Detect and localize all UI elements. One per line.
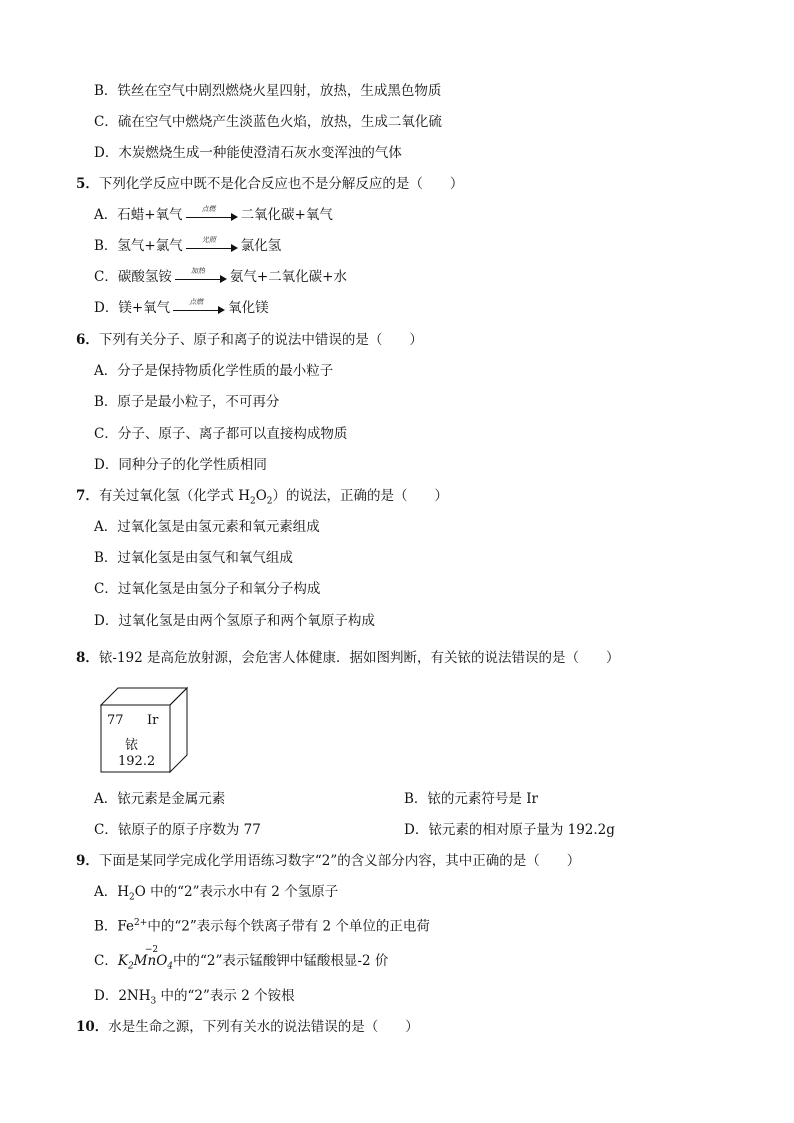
q8-option-b: B．铱的元素符号是 Ir [404,791,538,807]
q8-option-d: D．铱元素的相对原子量为 192.2g [404,822,615,838]
q9-option-b: B．$Fe^{2+}$中的“2”表示每个铁离子带有 2 个单位的正电荷 [94,918,430,935]
q7-option-d: D．过氧化氢是由两个氢原子和两个氧原子构成 [94,613,375,629]
q6-option-a: A．分子是保持物质化学性质的最小粒子 [94,363,334,379]
question-number: 7． [76,488,99,504]
question-10 [76,1018,419,1036]
q5-option-c [94,268,347,286]
q6-option-b: B．原子是最小粒子，不可再分 [94,394,280,410]
element-symbol: Ir [147,713,159,728]
reaction-arrow [173,297,225,317]
q8-option-a: A．铱元素是金属元素 [94,791,226,807]
atomic-mass: 192.2 [118,754,156,769]
question-number: 9． [76,853,99,869]
reaction-arrow [186,204,238,224]
question-stem: 下列化学反应中既不是化合反应也不是分解反应的是（ ） [98,176,464,192]
q4-option-c: C．硫在空气中燃烧产生淡蓝色火焰，放热，生成二氧化硫 [94,114,442,130]
q8-option-c: C．铱原子的原子序数为 77 [94,822,261,838]
reaction-condition: 加热 [190,266,205,275]
q4-option-b: B．铁丝在空气中剧烈燃烧火星四射，放热，生成黑色物质 [94,83,442,99]
reactants: A．石蜡+氧气 [94,207,183,223]
reaction-arrow [186,235,238,255]
reaction-condition: 点燃 [201,204,216,213]
q5-option-b [94,237,281,255]
products: 二氧化碳+氧气 [240,207,333,223]
reactants: C．碳酸氢铵 [94,269,172,285]
question-stem: 下列有关分子、原子和离子的说法中错误的是（ ） [98,332,423,348]
question-5 [76,175,463,193]
reaction-condition: 光照 [201,235,216,244]
atomic-number: 77 [107,713,124,728]
q5-option-a [94,206,333,224]
q9-option-c: C． −2 $K_2MnO_4$中的“2”表示锰酸钾中锰酸根显-2 价 [94,952,388,976]
question-8 [76,649,620,667]
question-stem: 铱-192 是高危放射源，会危害人体健康．据如图判断，有关铱的说法错误的是（ ） [98,650,620,666]
question-6 [76,331,423,349]
question-number: 5． [76,176,99,192]
q7-option-c: C．过氧化氢是由氢分子和氧分子构成 [94,581,321,597]
reaction-arrow [175,266,227,286]
q6-option-d: D．同种分子的化学性质相同 [94,457,267,473]
potassium-manganate-formula: −2 $K_2MnO_4$ [117,945,173,972]
element-name: 铱 [125,738,139,753]
question-9 [76,852,580,870]
question-stem: 有关过氧化氢（化学式 $H_2O_2$）的说法，正确的是（ ） [98,488,449,507]
question-number: 6． [76,332,99,348]
reactants: D．镁+氧气 [94,300,171,316]
q6-option-c: C．分子、原子、离子都可以直接构成物质 [94,426,348,442]
q9-option-a: A．$H_2O$ 中的“2”表示水中有 2 个氢原子 [94,884,339,903]
question-number: 10． [76,1019,109,1035]
q7-option-a: A．过氧化氢是由氢元素和氧元素组成 [94,519,320,535]
q9-option-d: D．$2NH_3$ 中的“2”表示 2 个铵根 [94,988,295,1007]
element-card [100,687,186,773]
reactants: B．氢气+氯气 [94,238,183,254]
products: 氨气+二氧化碳+水 [229,269,347,285]
products: 氧化镁 [228,300,269,316]
question-7 [76,487,448,511]
q5-option-d [94,299,269,317]
question-number: 8． [76,650,99,666]
q4-option-d: D．木炭燃烧生成一种能使澄清石灰水变浑浊的气体 [94,145,402,161]
products: 氯化氢 [240,238,282,254]
q7-option-b: B．过氧化氢是由氢气和氧气组成 [94,550,293,566]
question-stem: 水是生命之源，下列有关水的说法错误的是（ ） [108,1019,419,1035]
question-stem: 下面是某同学完成化学用语练习数字“2”的含义部分内容，其中正确的是（ ） [98,853,581,869]
reaction-condition: 点燃 [189,297,204,306]
